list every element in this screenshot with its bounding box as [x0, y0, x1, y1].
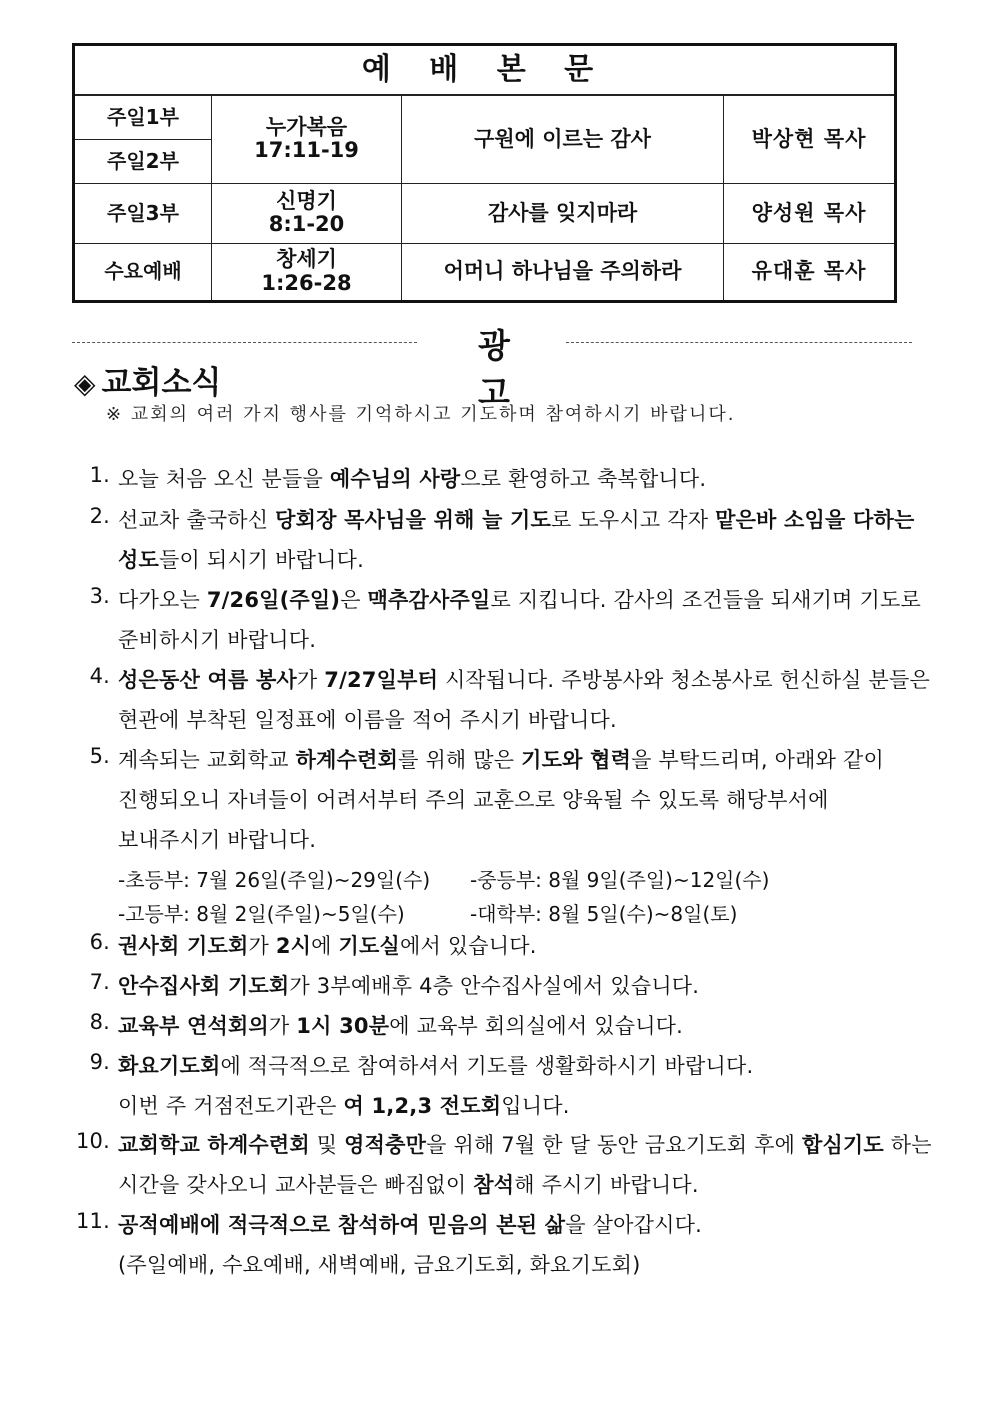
emphasis-text: 교회학교 하계수련회	[118, 1133, 310, 1157]
scripture-reference	[212, 243, 402, 301]
emphasis-text: 영적충만	[344, 1133, 427, 1157]
body-text: 오늘 처음 오신 분들을	[118, 467, 330, 491]
list-item-line	[118, 463, 706, 493]
preacher-name: 박상현 목사	[724, 95, 896, 183]
list-item-line	[118, 704, 617, 734]
list-item-number: 3.	[89, 584, 110, 608]
scripture-verse: 8:1-20	[268, 212, 345, 236]
sermon-title: 구원에 이르는 감사	[402, 95, 724, 183]
scripture-book: 창세기	[276, 247, 337, 272]
list-item-line	[118, 544, 364, 574]
scripture-verse: 17:11-19	[254, 138, 359, 163]
body-text: 입니다.	[501, 1094, 570, 1118]
body-text: 선교차 출국하신	[118, 508, 276, 532]
announcements-title: 광 고	[478, 326, 548, 412]
schedule-high: -고등부: 8월 2일(주일)~5일(수)	[118, 902, 405, 926]
section-title: 교회소식	[101, 365, 222, 401]
scripture-verse: 1:26-28	[261, 270, 352, 295]
body-text: 가	[268, 1014, 297, 1038]
list-item-line	[118, 930, 537, 960]
emphasis-text: 성도	[118, 548, 159, 572]
dashed-rule-left	[72, 342, 417, 343]
sermon-title: 감사를 잊지마라	[402, 183, 724, 243]
list-item-number: 8.	[89, 1010, 110, 1034]
emphasis-text: 7/26일(주일)	[206, 588, 341, 612]
list-item-number: 9.	[89, 1050, 110, 1074]
list-item-line	[118, 824, 316, 854]
list-item-line	[118, 664, 930, 694]
body-text: (주일예배, 수요예배, 새벽예배, 금요기도회, 화요기도회)	[118, 1253, 641, 1277]
service-name: 주일2부	[74, 139, 212, 183]
body-text: 에 적극적으로 참여하셔서 기도를 생활화하시기 바랍니다.	[220, 1054, 754, 1078]
list-item-number: 2.	[89, 504, 110, 528]
list-item-line	[118, 744, 884, 774]
dashed-rule-right	[566, 342, 912, 343]
list-item-line	[118, 784, 829, 814]
body-text: 준비하시기 바랍니다.	[118, 628, 317, 652]
emphasis-text: 예수님의 사랑	[329, 467, 461, 491]
worship-scripture-table	[72, 43, 897, 303]
emphasis-text: 하계수련회	[295, 748, 399, 772]
list-item-number: 7.	[89, 970, 110, 994]
emphasis-text: 공적예배에 적극적으로 참석하여 믿음의 본된 삶	[118, 1213, 566, 1237]
body-text: 진행되오니 자녀들이 어려서부터 주의 교훈으로 양육될 수 있도록 해당부서에	[118, 788, 829, 812]
list-item-line	[118, 1090, 570, 1120]
list-item-number: 6.	[89, 930, 110, 954]
diamond-icon: ◈	[74, 367, 96, 400]
body-text: 가	[248, 934, 276, 958]
list-item-line	[118, 624, 316, 654]
preacher-name: 유대훈 목사	[724, 243, 896, 301]
body-text: 해 주시기 바랍니다.	[514, 1173, 699, 1197]
emphasis-text: 7/27일부터	[324, 668, 439, 692]
scripture-reference	[212, 183, 402, 243]
body-text: 에서 있습니다.	[399, 934, 537, 958]
body-text: 을 부탁드리며, 아래와 같이	[631, 748, 884, 772]
body-text: 현관에 부착된 일정표에 이름을 적어 주시기 바랍니다.	[118, 708, 617, 732]
list-item-number: 4.	[89, 664, 110, 688]
emphasis-text: 화요기도회	[118, 1054, 221, 1078]
list-item-number: 5.	[89, 744, 110, 768]
service-name: 주일3부	[74, 183, 212, 243]
list-item-number: 11.	[76, 1209, 110, 1233]
emphasis-text: 1시 30분	[296, 1014, 390, 1038]
body-text: 를 위해 많은	[398, 748, 522, 772]
list-item-line	[118, 1169, 699, 1199]
body-text: 시간을 갖사오니 교사분들은 빠짐없이	[118, 1173, 474, 1197]
list-item-line	[118, 1249, 640, 1279]
list-item-line	[118, 1050, 753, 1080]
list-item-line	[118, 504, 914, 534]
scripture-book: 신명기	[276, 188, 337, 213]
preacher-name: 양성원 목사	[724, 183, 896, 243]
emphasis-text: 맡은바 소임을 다하는	[715, 508, 915, 532]
body-text: 들이 되시기 바랍니다.	[158, 548, 364, 572]
body-text: 계속되는 교회학교	[118, 748, 296, 772]
body-text: 로 도우시고 각자	[551, 508, 716, 532]
emphasis-text: 기도실	[338, 934, 400, 958]
body-text: 에 교육부 회의실에서 있습니다.	[389, 1014, 684, 1038]
body-text: 로 지킵니다. 감사의 조건들을 되새기며 기도로	[490, 588, 921, 612]
schedule-middle: -중등부: 8월 9일(주일)~12일(수)	[470, 868, 770, 892]
emphasis-text: 당회장 목사님을 위해 늘 기도	[275, 508, 552, 532]
section-heading	[74, 357, 221, 402]
emphasis-text: 안수집사회 기도회	[118, 974, 290, 998]
body-text: 보내주시기 바랍니다.	[118, 828, 317, 852]
emphasis-text: 권사회 기도회	[118, 934, 249, 958]
body-text: 하는	[883, 1133, 932, 1157]
scripture-book: 누가복음	[265, 115, 348, 140]
emphasis-text: 맥추감사주일	[367, 588, 491, 612]
table-heading: 예 배 본 문	[74, 45, 896, 96]
list-item-line	[118, 1129, 932, 1159]
sermon-title: 어머니 하나님을 주의하라	[402, 243, 724, 301]
section-note: ※ 교회의 여러 가지 행사를 기억하시고 기도하며 참여하시기 바랍니다.	[106, 404, 736, 425]
body-text: 시작됩니다. 주방봉사와 청소봉사로 헌신하실 분들은	[438, 668, 931, 692]
list-item-line	[118, 584, 921, 614]
body-text: 다가오는	[118, 588, 207, 612]
emphasis-text: 교육부 연석회의	[118, 1014, 269, 1038]
list-item-line	[118, 970, 699, 1000]
body-text: 으로 환영하고 축복합니다.	[460, 467, 707, 491]
list-item-number: 10.	[76, 1129, 110, 1153]
emphasis-text: 참석	[473, 1173, 515, 1197]
emphasis-text: 성은동산 여름 봉사	[118, 668, 297, 692]
emphasis-text: 합심기도	[801, 1133, 884, 1157]
service-name: 주일1부	[74, 95, 212, 139]
service-name: 수요예배	[74, 243, 212, 301]
body-text: 은	[340, 588, 368, 612]
emphasis-text: 기도와 협력	[521, 748, 632, 772]
list-item-number: 1.	[89, 463, 110, 487]
schedule-elementary: -초등부: 7월 26일(주일)~29일(수)	[118, 868, 431, 892]
scripture-reference	[212, 95, 402, 183]
schedule-college: -대학부: 8월 5일(수)~8일(토)	[470, 902, 738, 926]
body-text: 이번 주 거점전도기관은	[118, 1094, 344, 1118]
list-item-line	[118, 1209, 702, 1239]
body-text: 가 3부예배후 4층 안수집사실에서 있습니다.	[289, 974, 700, 998]
emphasis-text: 2시	[275, 934, 312, 958]
body-text: 가	[296, 668, 325, 692]
list-item-line	[118, 1010, 683, 1040]
body-text: 을 위해 7월 한 달 동안 금요기도회 후에	[426, 1133, 802, 1157]
body-text: 및	[309, 1133, 345, 1157]
emphasis-text: 여 1,2,3 전도회	[343, 1094, 502, 1118]
body-text: 에	[311, 934, 339, 958]
body-text: 을 살아갑시다.	[565, 1213, 702, 1237]
